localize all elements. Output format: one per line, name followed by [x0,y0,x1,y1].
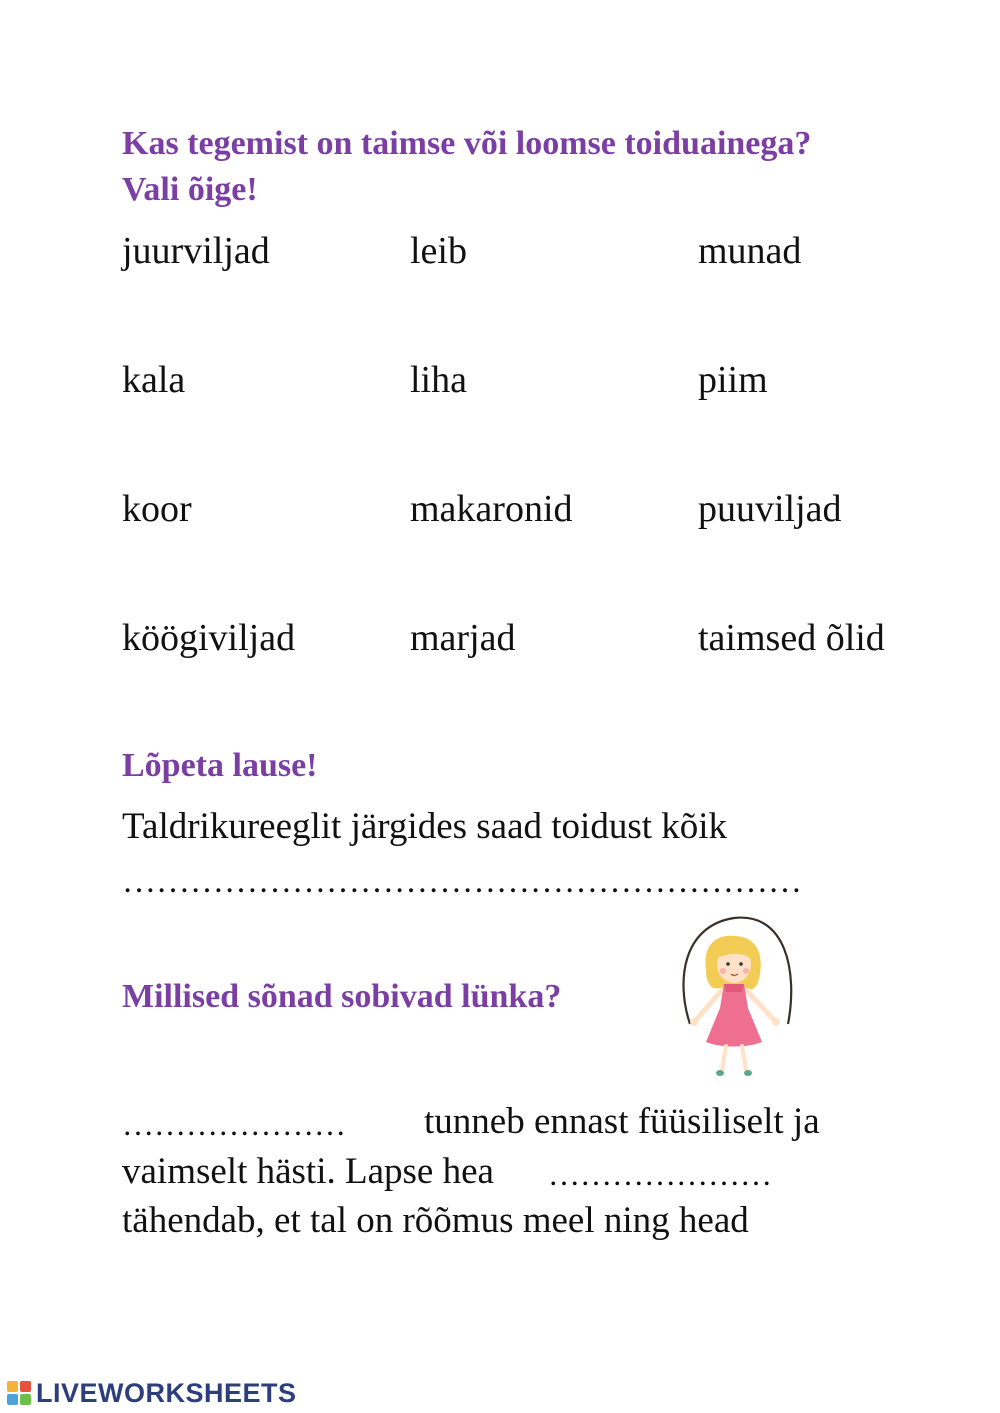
word-liha[interactable]: liha [410,359,467,401]
section1-heading-line1: Kas tegemist on taimse või loomse toiduainega? [122,125,812,162]
word-koogiviljad[interactable]: köögiviljad [122,617,296,659]
girl-jump-rope-illustration [672,912,800,1084]
word-puuviljad[interactable]: puuviljad [698,488,842,530]
word-piim[interactable]: piim [698,359,768,401]
word-leib[interactable]: leib [410,230,467,272]
section3-line2-text: vaimselt hästi. Lapse hea [122,1151,494,1192]
word-juurviljad[interactable]: juurviljad [122,230,270,272]
section3-line3-text: tähendab, et tal on rõõmus meel ning head [122,1200,749,1241]
liveworksheets-logo-icon [6,1380,32,1406]
word-makaronid[interactable]: makaronid [410,488,573,530]
section2-sentence: Taldrikureeglit järgides saad toidust kõik [122,806,728,847]
liveworksheets-logo [6,1376,297,1410]
section3-heading: Millised sõnad sobivad lünka? [122,978,562,1015]
word-taimsed-olid[interactable]: taimsed õlid [698,617,885,659]
section3-line1-text: tunneb ennast füüsiliselt ja [424,1101,820,1142]
section2-heading: Lõpeta lause! [122,747,318,784]
word-marjad[interactable]: marjad [410,617,516,659]
section2-answer-blank[interactable]: …………………………………………………… [122,863,802,900]
section3-blank-2[interactable]: ………………… [548,1156,772,1192]
section3-blank-1[interactable]: ………………… [122,1106,346,1142]
word-munad[interactable]: munad [698,230,802,272]
word-kala[interactable]: kala [122,359,186,401]
liveworksheets-logo-text: LIVEWORKSHEETS [36,1377,297,1408]
word-koor[interactable]: koor [122,488,192,530]
section1-heading-line2: Vali õige! [122,171,258,208]
